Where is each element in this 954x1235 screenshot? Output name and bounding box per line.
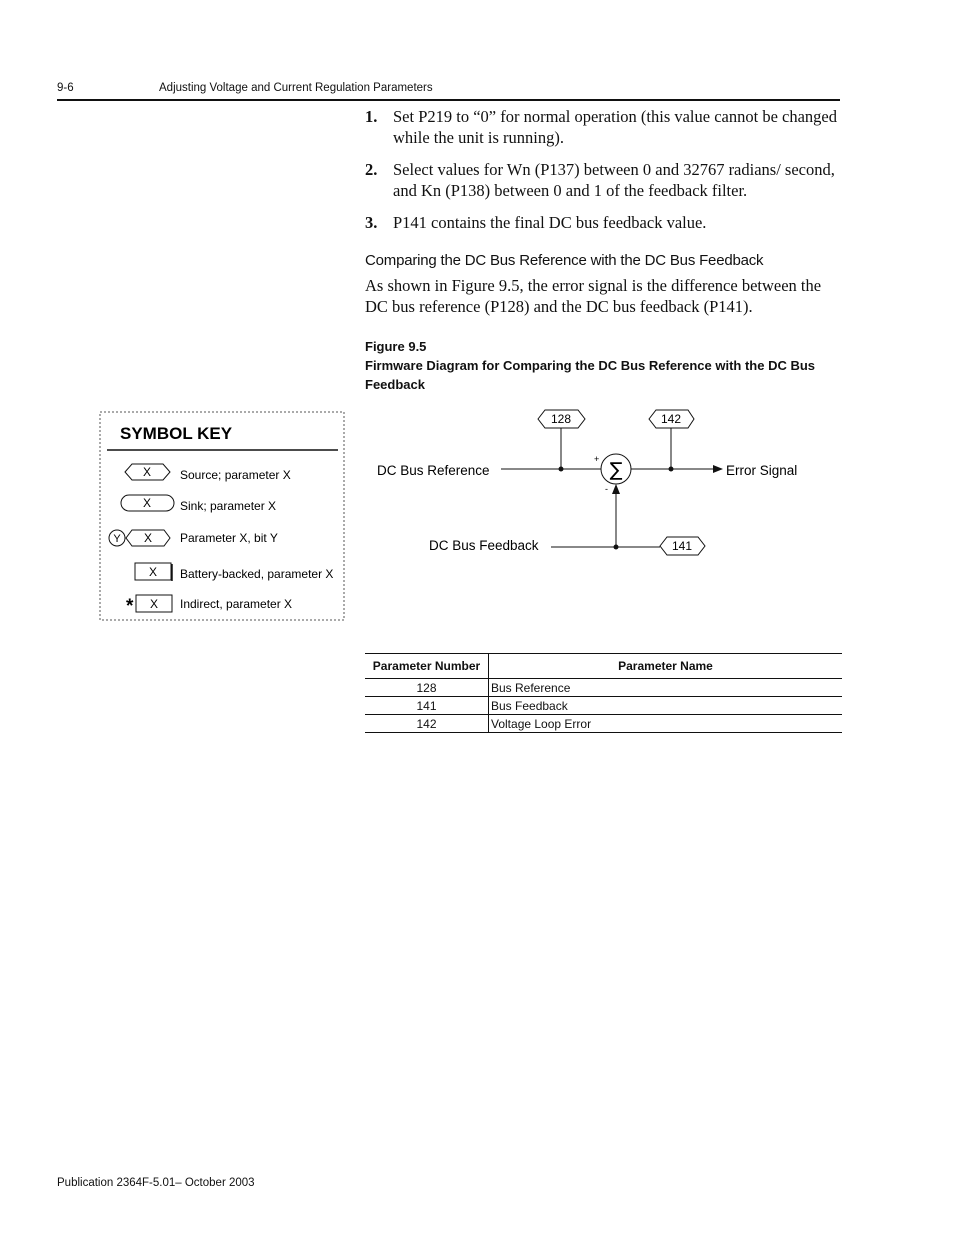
figure-label: Figure 9.5 — [365, 339, 427, 354]
param-142-text: 142 — [660, 412, 682, 426]
param-141-text: 141 — [671, 539, 693, 553]
table-row — [365, 679, 842, 697]
symbol-key-border — [100, 412, 344, 620]
plus-sign: + — [594, 454, 600, 464]
symbol-key-title: SYMBOL KEY — [120, 424, 233, 443]
step-number: 1. — [365, 107, 378, 126]
step-number: 2. — [365, 160, 378, 179]
param-name-cell: Bus Reference — [489, 679, 843, 697]
parameter-table — [365, 653, 842, 733]
table-row — [365, 697, 842, 715]
source-symbol-text: X — [142, 465, 152, 479]
sigma-icon: ∑ — [609, 459, 623, 481]
step-text: P141 contains the final DC bus feedback value. — [393, 213, 707, 232]
step-number: 3. — [365, 213, 378, 232]
parameter-bit-symbol-text: X — [143, 531, 153, 545]
block-diagram — [377, 410, 797, 555]
param-128-text: 128 — [550, 412, 572, 426]
indirect-symbol-text: X — [149, 597, 159, 611]
section-title: Adjusting Voltage and Current Regulation Parameters — [159, 82, 433, 94]
sink-symbol-text: X — [142, 496, 152, 510]
dc-bus-reference-label: DC Bus Reference — [377, 463, 490, 478]
table-header-row — [365, 654, 842, 679]
source-label: Source; parameter X — [180, 468, 291, 482]
param-number-cell: 141 — [365, 697, 489, 715]
param-number-cell: 142 — [365, 715, 489, 733]
step-text: Select values for Wn (P137) between 0 and 32767 radians/ second, and Kn (P138) between 0 and 1 of the feedback filter. — [393, 160, 835, 200]
figure-title: Firmware Diagram for Comparing the DC Bus Reference with the DC Bus Feedback — [365, 358, 816, 392]
bit-symbol-text: Y — [113, 533, 121, 545]
step-text: Set P219 to “0” for normal operation (this value cannot be changed while the unit is running). — [393, 107, 837, 147]
param-number-cell: 128 — [365, 679, 489, 697]
battery-backed-label: Battery-backed, parameter X — [180, 567, 334, 581]
battery-backed-symbol-text: X — [148, 565, 158, 579]
indirect-asterisk: * — [126, 596, 134, 617]
body-paragraph: As shown in Figure 9.5, the error signal is the difference between the DC bus reference (P128) and the DC bus feedback (P141). — [365, 276, 822, 316]
parameter-bit-label: Parameter X, bit Y — [180, 531, 278, 545]
minus-sign: - — [605, 484, 608, 494]
param-name-cell: Bus Feedback — [489, 697, 843, 715]
column-header-name: Parameter Name — [489, 654, 843, 679]
column-header-number: Parameter Number — [365, 654, 489, 679]
dc-bus-feedback-label: DC Bus Feedback — [429, 538, 539, 553]
page-number: 9-6 — [57, 82, 74, 94]
sink-label: Sink; parameter X — [180, 499, 277, 513]
page-footer: Publication 2364F-5.01– October 2003 — [57, 1177, 255, 1189]
indirect-label: Indirect, parameter X — [180, 597, 293, 611]
param-name-cell: Voltage Loop Error — [489, 715, 843, 733]
symbol-key — [100, 412, 344, 620]
error-signal-label: Error Signal — [726, 463, 798, 478]
subheading: Comparing the DC Bus Reference with the DC Bus Feedback — [365, 252, 764, 269]
table-row — [365, 715, 842, 733]
